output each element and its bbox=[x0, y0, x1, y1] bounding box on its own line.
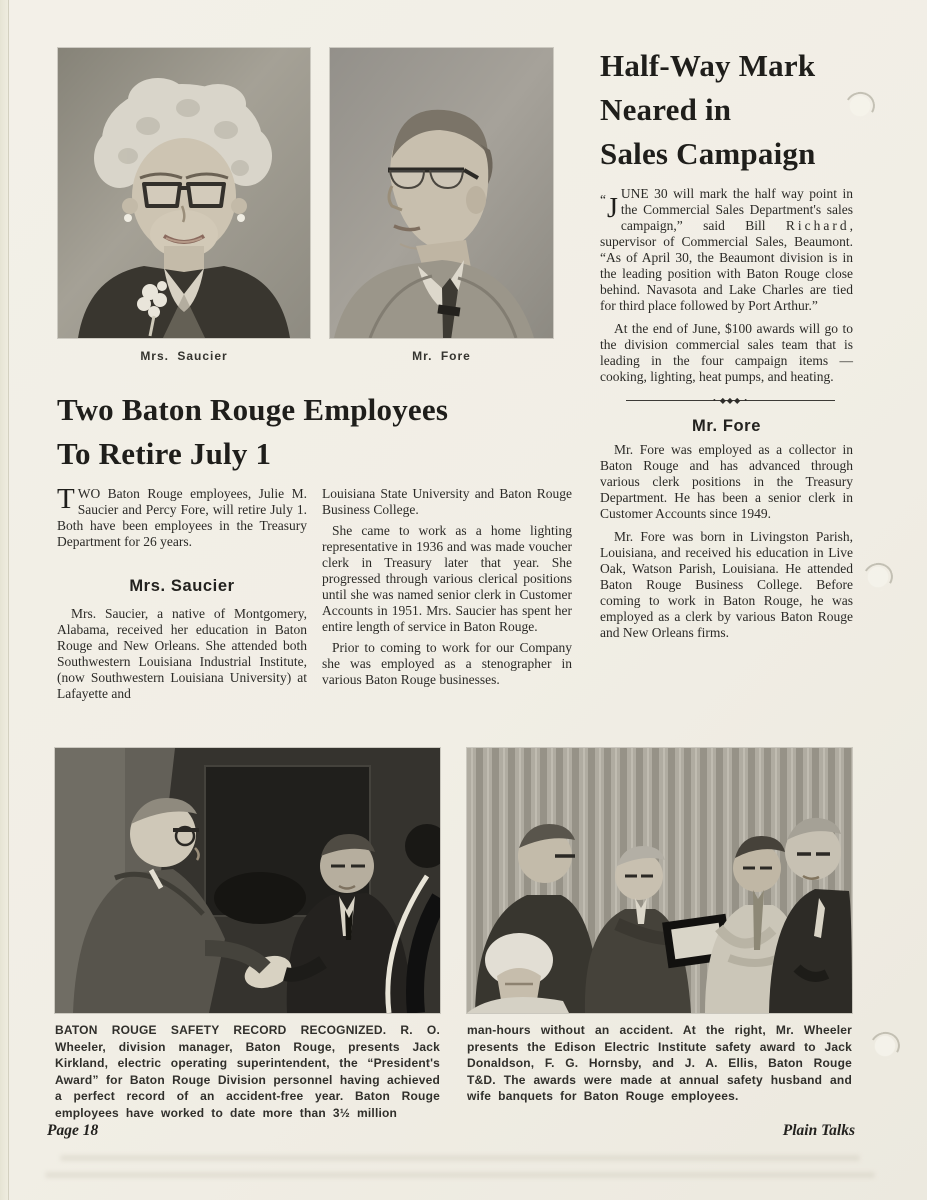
mrs-saucier-photo-caption: Mrs. Saucier bbox=[140, 349, 228, 363]
retire-column-1 bbox=[57, 483, 307, 707]
handshake-photo-art bbox=[55, 748, 440, 1013]
divider-ornament-icon: • ◆◆◆ • bbox=[712, 396, 749, 405]
mr-fore-photo bbox=[330, 48, 553, 338]
hole-punch-mark-middle bbox=[860, 560, 896, 595]
retire-headline bbox=[57, 388, 537, 476]
mrs-saucier-section-heading: Mrs. Saucier bbox=[129, 577, 235, 595]
hole-punch-mark-bottom bbox=[867, 1029, 903, 1064]
sales-campaign-column bbox=[600, 186, 853, 646]
safety-award-photo-left bbox=[55, 748, 440, 1013]
saucier-paragraph-3: Prior to coming to work for our Company she was employed as a stenographer in various Baton Rouge businesses. bbox=[322, 640, 572, 687]
mr-fore-section-heading: Mr. Fore bbox=[692, 417, 761, 435]
scan-edge bbox=[0, 0, 9, 1200]
drop-cap-j: J bbox=[607, 193, 618, 224]
retire-intro: TWO Baton Rouge employees, Julie M. Saucier and Percy Fore, will retire July 1. Both have been employees in the Treasury Department for 26 years. bbox=[57, 483, 307, 549]
section-divider bbox=[626, 394, 835, 408]
publication-name: Plain Talks bbox=[782, 1122, 855, 1139]
mr-fore-photo-caption: Mr. Fore bbox=[412, 349, 471, 363]
opening-quote: “ bbox=[600, 192, 607, 207]
sales-paragraph-1: “J UNE 30 will mark the half way point in the Commercial Sales Department's sales campaign,” said Bill Richard, supervisor of Commercial Sales, Beaumont. “As of April 30, the Beaumont division is in the leading position with Baton Rouge close behind. Navasota and Lake Charles are tied for third place followed by Port Arthur.” bbox=[600, 186, 853, 313]
safety-award-photo-right bbox=[467, 748, 852, 1013]
retire-headline-line1: Two Baton Rouge Employees bbox=[57, 392, 449, 427]
sales-headline-line3: Sales Campaign bbox=[600, 136, 816, 171]
fore-paragraph-2: Mr. Fore was born in Livingston Parish, Louisiana, and received his education in Live Oak, Watson Parish, Louisiana. He attended Baton Rouge Business College. Before coming to work in Baton Rouge, he was employed as a clerk by various Baton Rouge and New Orleans firms. bbox=[600, 529, 853, 640]
sales-headline-line2: Neared in bbox=[600, 92, 732, 127]
award-presentation-photo-art bbox=[467, 748, 852, 1013]
richard-name: Richard bbox=[785, 218, 850, 233]
showthrough-smudge bbox=[45, 1172, 875, 1178]
safety-caption-right: man-hours without an accident. At the right, Mr. Wheeler presents the Edison Electric Institute safety award to Jack Donaldson, F. G. Hornsby, and J. A. Ellis, Baton Rouge T&D. The awards were made at annual safety husband and wife banquets for Baton Rouge employees. bbox=[467, 1023, 852, 1103]
page-number: Page 18 bbox=[47, 1122, 99, 1139]
saucier-paragraph-2: She came to work as a home lighting representative in 1936 and was made voucher clerk in Treasury later that year. She progressed through various clerical positions until she was named senior clerk in Customer Accounts in 1951. Mrs. Saucier has spent her entire length of service in Baton Rouge. bbox=[322, 523, 572, 634]
drop-cap-t: T bbox=[57, 483, 75, 515]
saucier-paragraph-continuation: Louisiana State University and Baton Rouge Business College. bbox=[322, 486, 572, 517]
retire-headline-line2: To Retire July 1 bbox=[57, 436, 272, 471]
showthrough-smudge bbox=[60, 1155, 860, 1161]
saucier-paragraph-1: Mrs. Saucier, a native of Montgomery, Alabama, received her education in Baton Rouge and New Orleans. She attended both Southwestern Louisiana Industrial Institute, (now Southwestern Louisiana University) at Lafayette and bbox=[57, 606, 307, 701]
mr-fore-portrait-art bbox=[330, 48, 553, 338]
mrs-saucier-portrait-art bbox=[58, 48, 310, 338]
safety-caption-left: BATON ROUGE SAFETY RECORD RECOGNIZED. R. O. Wheeler, division manager, Baton Rouge, presents Jack Kirkland, electric operating superintendent, the “President's Award” for Baton Rouge Division personnel having achieved a perfect record of an accident-free year. Baton Rouge employees have worked to date more than 3½ million bbox=[55, 1023, 440, 1120]
mrs-saucier-photo bbox=[58, 48, 310, 338]
sales-paragraph-2: At the end of June, $100 awards will go to the division commercial sales team that is leading in the four campaign items — cooking, lighting, heat pumps, and heating. bbox=[600, 321, 853, 384]
sales-headline-line1: Half-Way Mark bbox=[600, 48, 816, 83]
fore-paragraph-1: Mr. Fore was employed as a collector in Baton Rouge and has advanced through various clerk positions in the Treasury Department. He has been a senior clerk in Customer Accounts since 1949. bbox=[600, 442, 853, 521]
retire-column-2 bbox=[322, 486, 572, 693]
